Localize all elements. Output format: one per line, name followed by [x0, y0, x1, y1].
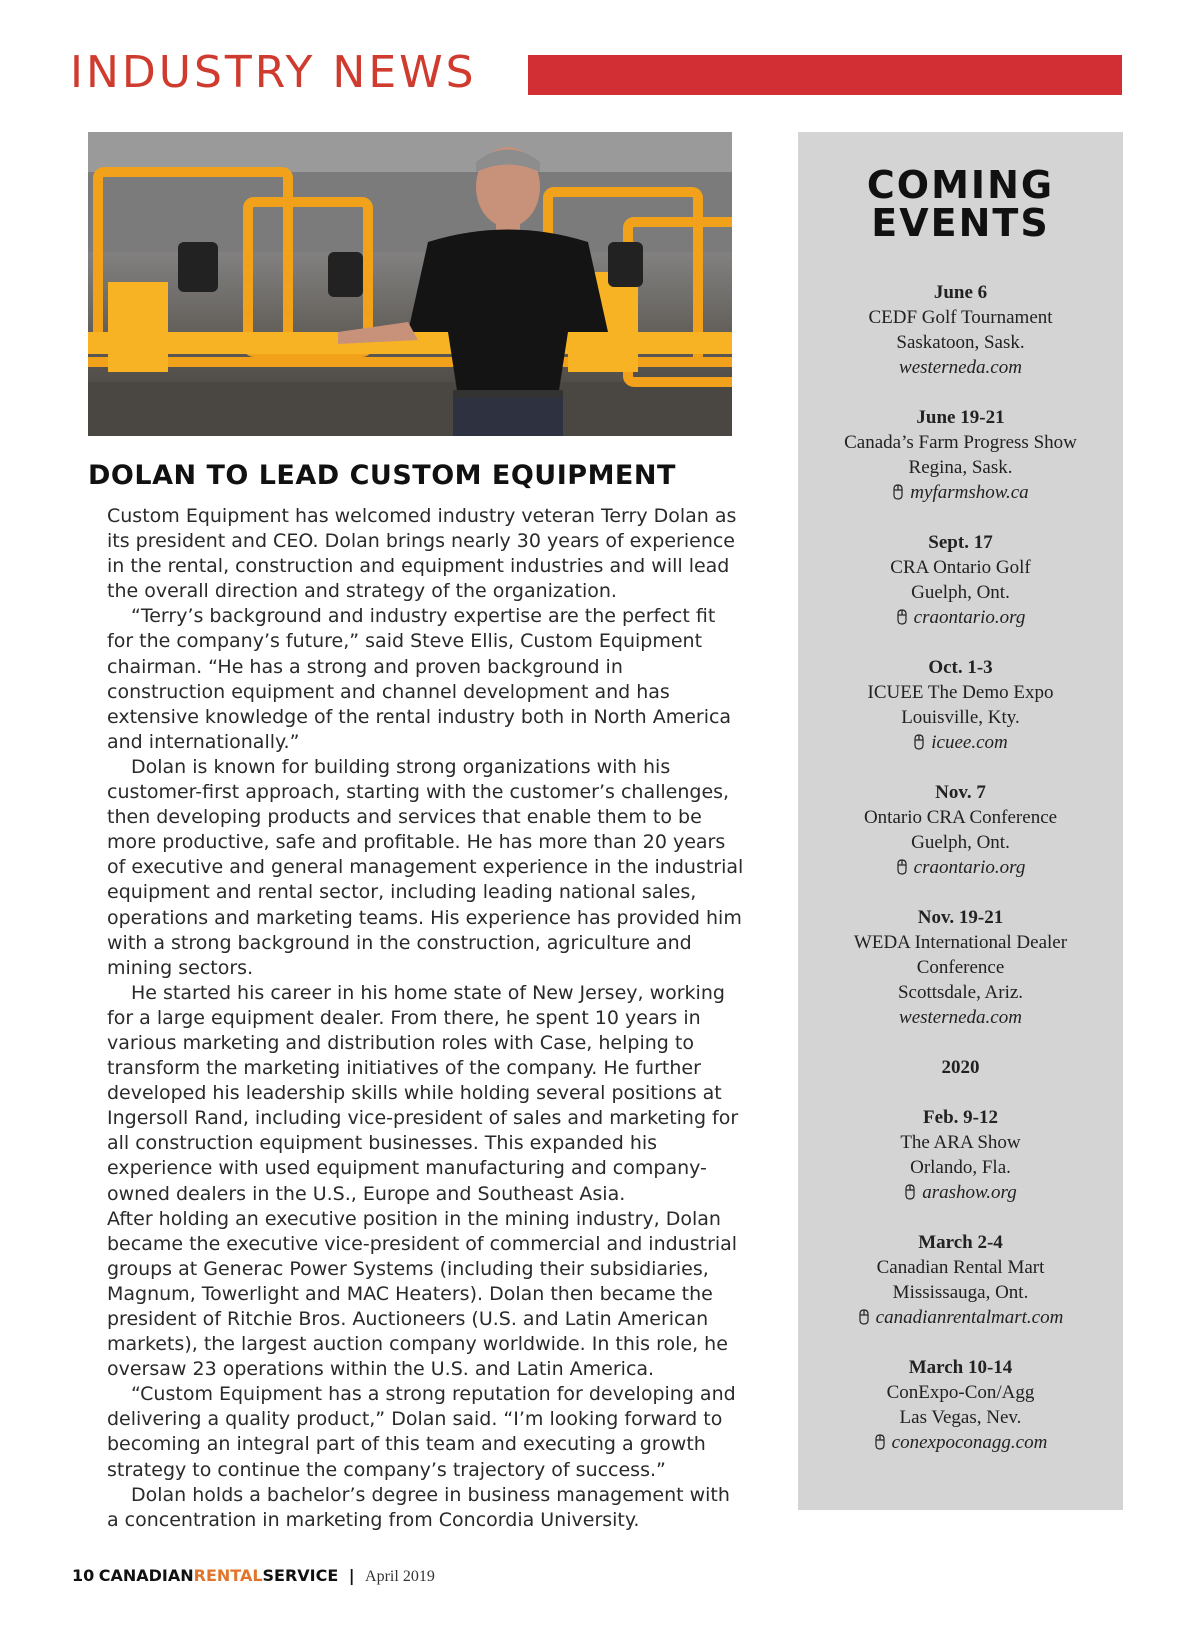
footer-separator: | [348, 1566, 355, 1585]
event-link[interactable] [798, 1305, 1123, 1330]
event-item [798, 1355, 1123, 1455]
event-url-text: craontario.org [913, 857, 1026, 878]
event-item [798, 780, 1123, 880]
mouse-click-icon [913, 734, 925, 750]
event-name: CEDF Golf Tournament [868, 307, 1053, 328]
event-location: Mississauga, Ont. [892, 1282, 1029, 1303]
event-link[interactable] [798, 730, 1123, 755]
event-name: WEDA International Dealer [853, 932, 1068, 953]
event-name: Ontario CRA Conference [863, 807, 1058, 828]
event-date: March 10-14 [908, 1357, 1013, 1378]
event-item [798, 1105, 1123, 1205]
event-name: Conference [916, 957, 1005, 978]
event-date: March 2-4 [918, 1232, 1003, 1253]
event-item [798, 1230, 1123, 1330]
mouse-click-icon [858, 1309, 870, 1325]
event-date: June 19-21 [916, 407, 1005, 428]
year-heading: 2020 [941, 1057, 980, 1078]
event-url-text: myfarmshow.ca [910, 482, 1029, 503]
page-footer [72, 1566, 435, 1588]
event-location: Scottsdale, Ariz. [897, 982, 1024, 1003]
event-item [798, 530, 1123, 630]
coming-events-sidebar [798, 132, 1123, 1510]
event-url-text: icuee.com [931, 732, 1008, 753]
events-list [798, 280, 1123, 1480]
article-headline: DOLAN TO LEAD CUSTOM EQUIPMENT [88, 460, 676, 491]
event-location: Saskatoon, Sask. [896, 332, 1025, 353]
event-name: ICUEE The Demo Expo [867, 682, 1054, 703]
event-name: CRA Ontario Golf [890, 557, 1031, 578]
event-name: The ARA Show [900, 1132, 1021, 1153]
event-location: Guelph, Ont. [911, 582, 1010, 603]
event-item [798, 405, 1123, 505]
event-url-text: conexpoconagg.com [891, 1432, 1048, 1453]
page-number: 10 [72, 1566, 95, 1585]
mouse-click-icon [904, 1184, 916, 1200]
event-location: Guelph, Ont. [911, 832, 1010, 853]
publication-name-part: CANADIAN [98, 1566, 194, 1585]
section-title: INDUSTRY NEWS [70, 47, 477, 98]
event-item [798, 280, 1123, 380]
event-date: June 6 [933, 282, 988, 303]
article-body [107, 504, 747, 1533]
header-accent-bar [528, 55, 1122, 95]
sidebar-title-line: COMING [866, 163, 1055, 207]
event-url-text: canadianrentalmart.com [875, 1307, 1064, 1328]
publication-name-part: RENTAL [193, 1566, 263, 1585]
event-link[interactable] [798, 480, 1123, 505]
article-paragraph: “Terry’s background and industry expertise are the perfect fit for the company’s future,” said Steve Ellis, Custom Equipment chairman. “He has a strong and proven background in construction equipment and channel development and has extensive knowledge of the rental industry both in North America and internationally.” [107, 605, 732, 753]
event-location: Regina, Sask. [908, 457, 1013, 478]
article-photo [88, 132, 732, 436]
event-date: Feb. 9-12 [923, 1107, 998, 1128]
publication-name [99, 1568, 339, 1585]
article-paragraph: Custom Equipment has welcomed industry veteran Terry Dolan as its president and CEO. Dolan brings nearly 30 years of experience in the rental, construction and equipment industries and will lead the overall direction and strategy of the organization. [107, 505, 737, 603]
event-link[interactable] [798, 855, 1123, 880]
article-paragraph: Dolan is known for building strong organizations with his customer-first approach, starting with the customer’s challenges, then developing products and services that enable them to be more productive, safe and profitable. He has more than 20 years of executive and general management experience in the industrial equipment and rental sector, including leading national sales, operations and marketing teams. His experience has provided him with a strong background in the construction, agriculture and mining sectors. [107, 755, 744, 979]
mouse-click-icon [892, 484, 904, 500]
mouse-click-icon [896, 609, 908, 625]
event-name: ConExpo-Con/Agg [886, 1382, 1035, 1403]
event-location: Louisville, Kty. [901, 707, 1020, 728]
event-date: Oct. 1-3 [928, 657, 993, 678]
event-link[interactable]: westerneda.com [899, 1007, 1022, 1028]
sidebar-title-line: EVENTS [871, 201, 1050, 245]
publication-name-part: SERVICE [262, 1566, 339, 1585]
event-location: Orlando, Fla. [910, 1157, 1011, 1178]
event-date: Nov. 7 [935, 782, 986, 803]
section-header [70, 48, 1122, 98]
article-paragraph: Dolan holds a bachelor’s degree in business management with a concentration in marketing from Concordia University. [107, 1483, 730, 1531]
event-link[interactable]: westerneda.com [899, 357, 1022, 378]
mouse-click-icon [896, 859, 908, 875]
event-date: Sept. 17 [928, 532, 993, 553]
photo-illustration [88, 132, 732, 436]
sidebar-title [798, 163, 1123, 245]
issue-date: April 2019 [365, 1568, 435, 1585]
event-date: Nov. 19-21 [917, 907, 1004, 928]
event-item [798, 905, 1123, 1030]
event-name: Canadian Rental Mart [876, 1257, 1045, 1278]
event-item [798, 655, 1123, 755]
event-link[interactable] [798, 1180, 1123, 1205]
event-url-text: craontario.org [913, 607, 1026, 628]
event-link[interactable] [798, 605, 1123, 630]
event-name: Canada’s Farm Progress Show [844, 432, 1077, 453]
event-link[interactable] [798, 1430, 1123, 1455]
mouse-click-icon [874, 1434, 886, 1450]
event-location: Las Vegas, Nev. [899, 1407, 1022, 1428]
article-paragraph: He started his career in his home state of New Jersey, working for a large equipment dealer. From there, he spent 10 years in various marketing and distribution roles with Case, helping to transform the marketing initiatives of the company. He further developed his leadership skills while holding several positions at Ingersoll Rand, including vice-president of sales and marketing for all construction equipment businesses. This expanded his experience with used equipment manufacturing and company-owned dealers in the U.S., Europe and Southeast Asia. [107, 981, 739, 1205]
event-url-text: arashow.org [922, 1182, 1017, 1203]
article-paragraph: After holding an executive position in the mining industry, Dolan became the executive vice-president of commercial and industrial groups at Generac Power Systems (including their subsidiaries, Magnum, Towerlight and MAC Heaters). Dolan then became the president of Ritchie Bros. Auctioneers (U.S. and Latin American markets), the largest auction company worldwide. In this role, he oversaw 23 operations within the U.S. and Latin America. [107, 1207, 738, 1381]
article-paragraph: “Custom Equipment has a strong reputation for developing and delivering a quality product,” Dolan said. “I’m looking forward to becoming an integral part of this team and executing a growth strategy to continue the company’s trajectory of success.” [107, 1383, 736, 1481]
